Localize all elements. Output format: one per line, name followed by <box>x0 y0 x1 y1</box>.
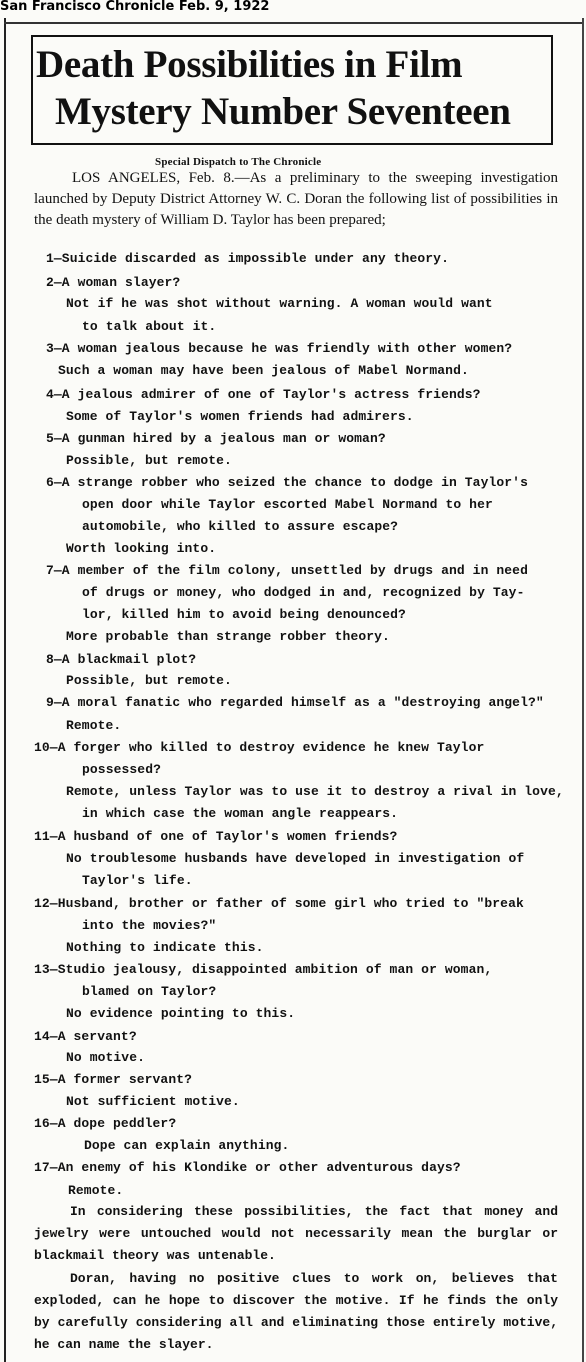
list-item-question: 17—An enemy of his Klondike or other adventurous days? <box>34 1160 461 1175</box>
list-item-question: 2—A woman slayer? <box>46 275 181 290</box>
list-item-question: 11—A husband of one of Taylor's women friends? <box>34 829 398 844</box>
list-item-answer: Possible, but remote. <box>66 673 232 688</box>
list-item-question: open door while Taylor escorted Mabel Normand to her <box>82 497 493 512</box>
list-item-question: into the movies?" <box>82 918 217 933</box>
list-item-answer: Such a woman may have been jealous of Mabel Normand. <box>58 363 469 378</box>
list-item-question: of drugs or money, who dodged in and, recognized by Tay- <box>82 585 525 600</box>
list-item-question: 8—A blackmail plot? <box>46 652 197 667</box>
list-item-question: 12—Husband, brother or father of some girl who tried to "break <box>34 896 524 911</box>
list-item-answer: Remote. <box>68 1183 124 1198</box>
list-item-question: 1—Suicide discarded as impossible under any theory. <box>46 251 449 266</box>
list-item-question: 15—A former servant? <box>34 1072 193 1087</box>
list-item-answer: No evidence pointing to this. <box>66 1006 296 1021</box>
list-item-question: 5—A gunman hired by a jealous man or woman? <box>46 431 386 446</box>
list-item-question: automobile, who killed to assure escape? <box>82 519 399 534</box>
list-item-answer: More probable than strange robber theory. <box>66 629 390 644</box>
list-item-question: 9—A moral fanatic who regarded himself as a "destroying angel?" <box>46 695 544 710</box>
list-item-question: blamed on Taylor? <box>82 984 217 999</box>
list-item-answer: Worth looking into. <box>66 541 217 556</box>
list-item-answer: Remote. <box>66 718 122 733</box>
list-item-question: 13—Studio jealousy, disappointed ambition of man or woman, <box>34 962 493 977</box>
lead-paragraph: LOS ANGELES, Feb. 8.—As a preliminary to the sweeping investigation launched by Deputy District Attorney W. C. Doran the following list of possibilities in the death mystery of William D. Taylor has been prepared; <box>34 170 558 228</box>
list-item-question: 10—A forger who killed to destroy evidence he knew Taylor <box>34 740 485 755</box>
list-item-question: 14—A servant? <box>34 1029 137 1044</box>
list-item-answer: No troublesome husbands have developed in investigation of <box>66 851 525 866</box>
list-item-answer: Not if he was shot without warning. A woman would want <box>66 296 493 311</box>
list-item-answer: Taylor's life. <box>82 873 193 888</box>
list-item-answer: Some of Taylor's women friends had admirers. <box>66 409 414 424</box>
list-item-question: possessed? <box>82 762 162 777</box>
headline-line-1: Death Possibilities in Film <box>36 43 463 86</box>
list-item-answer: Dope can explain anything. <box>84 1138 290 1153</box>
list-item-question: lor, killed him to avoid being denounced? <box>82 607 406 622</box>
list-item-answer: to talk about it. <box>82 319 217 334</box>
list-item-answer: Nothing to indicate this. <box>66 940 264 955</box>
list-item-answer: Remote, unless Taylor was to use it to destroy a rival in love, <box>66 784 564 799</box>
special-dispatch-credit: Special Dispatch to The Chronicle <box>155 156 322 168</box>
clipping-caption: San Francisco Chronicle Feb. 9, 1922 <box>0 0 270 14</box>
list-item-question: 7—A member of the film colony, unsettled by drugs and in need <box>46 563 528 578</box>
closing-paragraph-1: In considering these possibilities, the fact that money and jewelry were untouched would not necessarily mean the burglar or blackmail theory was untenable. <box>34 1204 558 1263</box>
list-item-answer: in which case the woman angle reappears. <box>82 806 399 821</box>
list-item-question: 6—A strange robber who seized the chance to dodge in Taylor's <box>46 475 528 490</box>
list-item-answer: Possible, but remote. <box>66 453 232 468</box>
headline-line-2: Mystery Number Seventeen <box>55 90 511 133</box>
list-item-question: 16—A dope peddler? <box>34 1116 177 1131</box>
list-item-answer: Not sufficient motive. <box>66 1094 240 1109</box>
list-item-answer: No motive. <box>66 1050 146 1065</box>
list-item-question: 4—A jealous admirer of one of Taylor's actress friends? <box>46 387 481 402</box>
list-item-question: 3—A woman jealous because he was friendly with other women? <box>46 341 513 356</box>
closing-paragraph-2: Doran, having no positive clues to work on, believes that exploded, can he hope to discover the motive. If he finds the only by carefully considering all and eliminating those entirely motive, he can name the slayer. <box>34 1271 558 1352</box>
